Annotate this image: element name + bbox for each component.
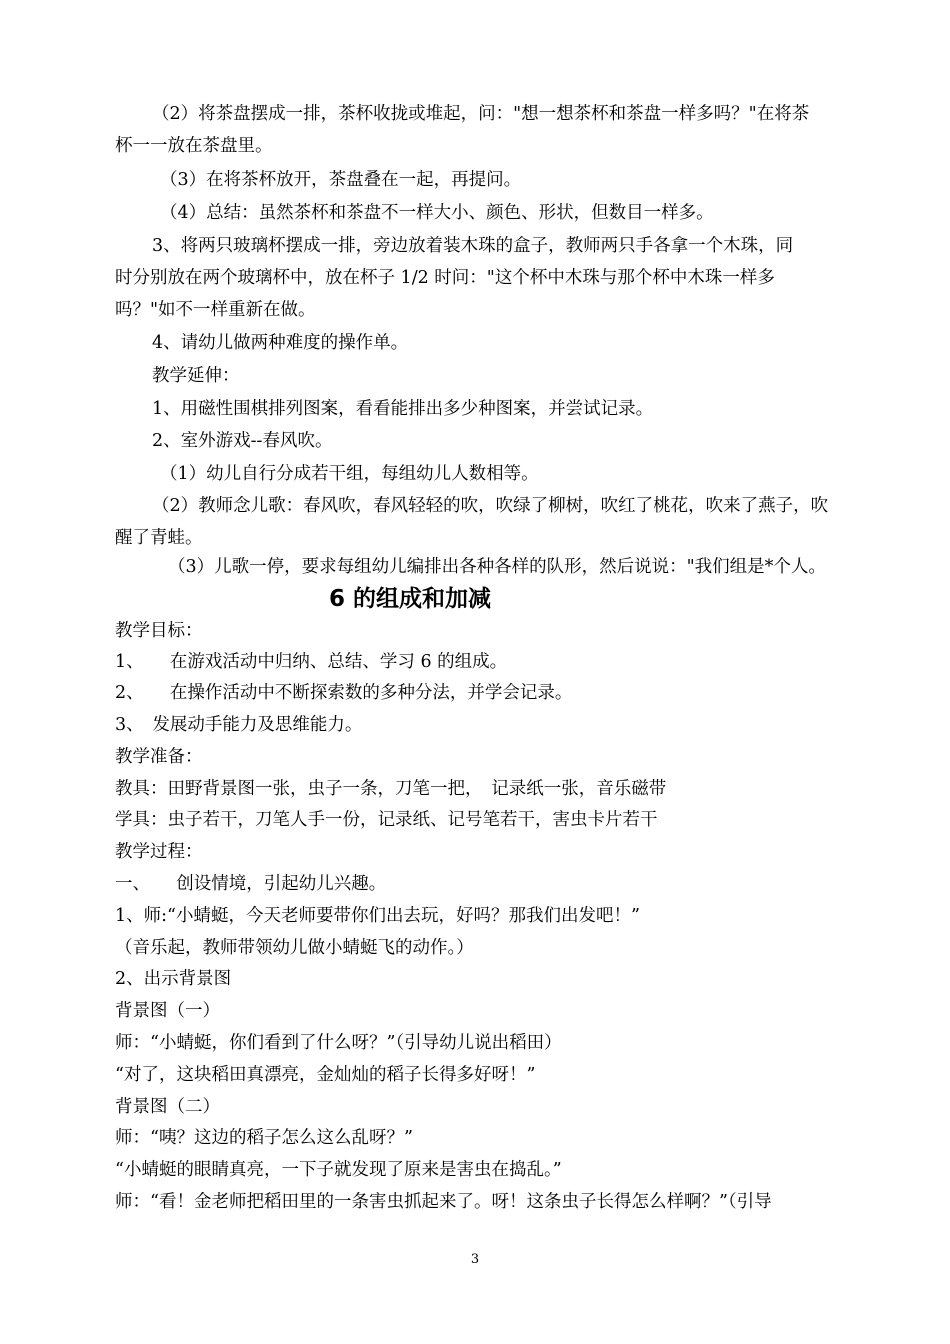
paragraph-line: 学具：虫子若干，刀笔人手一份，记录纸、记号笔若干，害虫卡片若干 (115, 810, 658, 830)
paragraph-line: （3）儿歌一停，要求每组幼儿编排出各种各样的队形，然后说说："我们组是*个人。 (168, 557, 826, 577)
list-item: 1、 在游戏活动中归纳、总结、学习 6 的组成。 (115, 652, 508, 672)
paragraph-line: 吗？"如不一样重新在做。 (115, 300, 316, 320)
paragraph-line: （2）教师念儿歌：春风吹，春风轻轻的吹，吹绿了柳树，吹红了桃花，吹来了燕子，吹 (152, 496, 829, 516)
paragraph-line: 师：“咦？这边的稻子怎么这么乱呀？” (115, 1128, 413, 1148)
paragraph-line: 时分别放在两个玻璃杯中，放在杯子 1/2 时问："这个杯中木珠与那个杯中木珠一样多 (115, 268, 775, 288)
paragraph-line: 教具：田野背景图一张，虫子一条，刀笔一把， 记录纸一张，音乐磁带 (115, 779, 667, 799)
paragraph-line: 1、用磁性围棋排列图案，看看能排出多少种图案，并尝试记录。 (152, 399, 654, 419)
paragraph-line: （2）将茶盘摆成一排，茶杯收拢或堆起，问："想一想茶杯和茶盘一样多吗？"在将茶 (152, 104, 810, 124)
paragraph-line: 教学延伸： (152, 366, 240, 386)
paragraph-line: 背景图（一） (115, 1001, 220, 1021)
paragraph-line: 杯一一放在茶盘里。 (115, 136, 273, 156)
section-title: 6 的组成和加减 (328, 586, 491, 612)
paragraph-line: 2、出示背景图 (115, 969, 232, 989)
paragraph-line: 醒了青蛙。 (115, 528, 203, 548)
paragraph-line: 教学过程： (115, 842, 203, 862)
paragraph-line: 背景图（二） (115, 1097, 220, 1117)
paragraph-line: （3）在将茶杯放开，茶盘叠在一起，再提问。 (160, 170, 522, 190)
list-item: 2、 在操作活动中不断探索数的多种分法，并学会记录。 (115, 683, 573, 703)
paragraph-line: 教学目标： (115, 621, 203, 641)
paragraph-line: 师：“看！金老师把稻田里的一条害虫抓起来了。呀！这条虫子长得怎么样啊？”（引导 (115, 1192, 772, 1212)
paragraph-line: “对了，这块稻田真漂亮，金灿灿的稻子长得多好呀！” (115, 1065, 536, 1085)
paragraph-line: （音乐起，教师带领幼儿做小蜻蜓飞的动作。） (115, 938, 474, 958)
paragraph-line: 师：“小蜻蜓，你们看到了什么呀？”（引导幼儿说出稻田） (115, 1033, 562, 1053)
paragraph-line: 3、将两只玻璃杯摆成一排，旁边放着装木珠的盒子，教师两只手各拿一个木珠，同 (152, 236, 794, 256)
paragraph-line: 教学准备： (115, 747, 203, 767)
list-item: 一、 创设情境，引起幼儿兴趣。 (115, 874, 387, 894)
page-number: 3 (470, 1252, 480, 1267)
paragraph-line: （4）总结：虽然茶杯和茶盘不一样大小、颜色、形状，但数目一样多。 (160, 203, 714, 223)
paragraph-line: 2、室外游戏--春风吹。 (152, 431, 333, 451)
paragraph-line: （1）幼儿自行分成若干组，每组幼儿人数相等。 (160, 464, 539, 484)
paragraph-line: 4、请幼儿做两种难度的操作单。 (152, 333, 409, 353)
paragraph-line: 1、师:“小蜻蜓，今天老师要带你们出去玩，好吗？那我们出发吧！” (115, 906, 640, 926)
list-item: 3、 发展动手能力及思维能力。 (115, 715, 363, 735)
paragraph-line: “小蜻蜓的眼睛真亮，一下子就发现了原来是害虫在捣乱。” (115, 1160, 562, 1180)
